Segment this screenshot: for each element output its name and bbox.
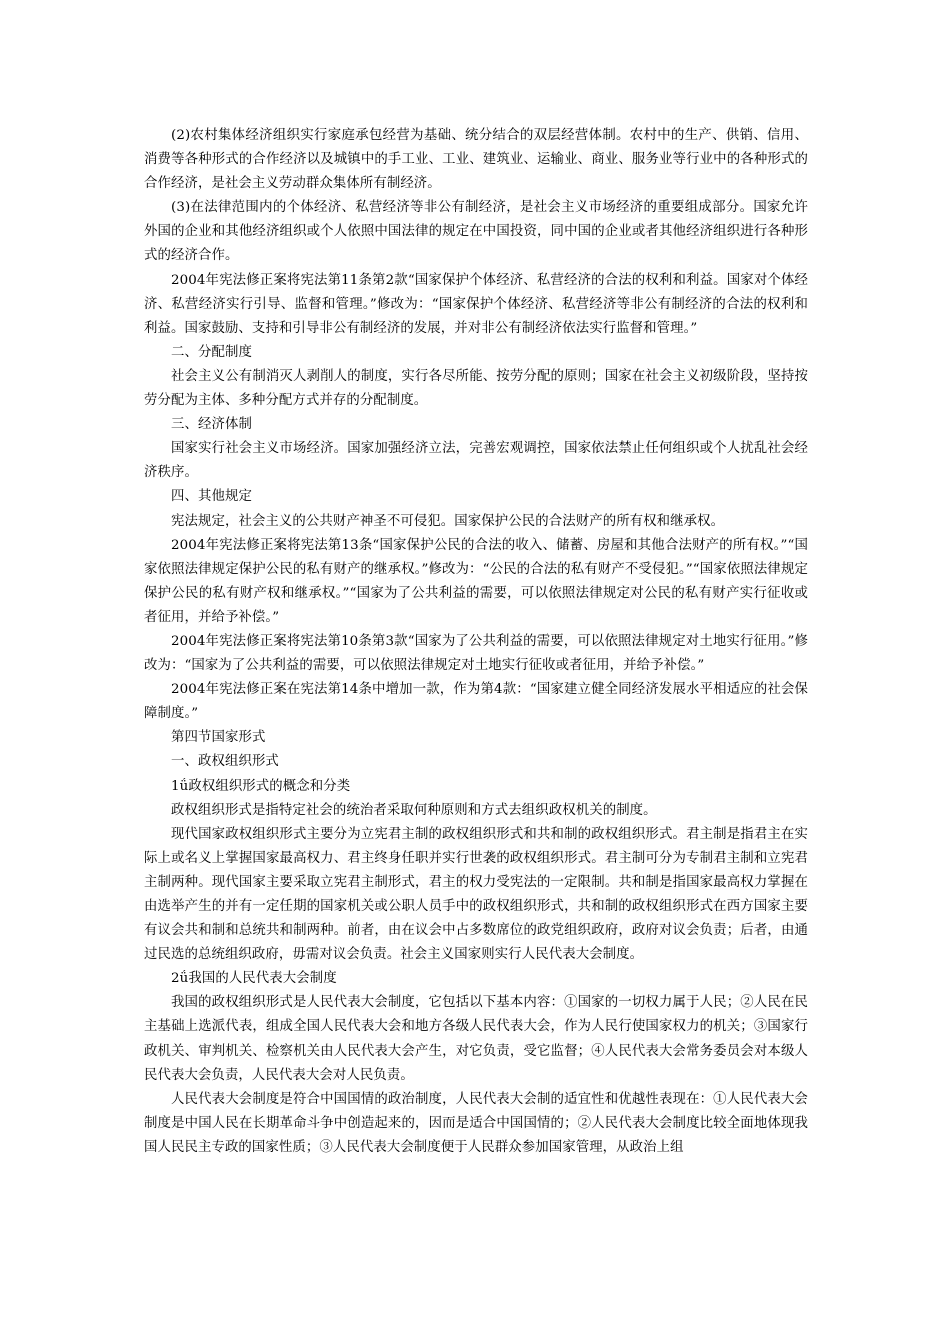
paragraph-public-property: 宪法规定，社会主义的公共财产神圣不可侵犯。国家保护公民的合法财产的所有权和继承权。 — [171, 513, 725, 529]
paragraph-amendment-article-14: 2004年宪法修正案在宪法第14条中增加一款，作为第4款：“国家建立健全同经济发展水平相适应的社会保障制度。” — [144, 682, 808, 722]
paragraph-rural-collective-economy: (2)农村集体经济组织实行家庭承包经营为基础、统分结合的双层经营体制。农村中的生产、供销、信用、消费等各种形式的合作经济以及城镇中的手工业、工业、建筑业、运输业、商业、服务业等行业中的各种形式的合作经济，是社会主义劳动群众集体所有制经济。 — [144, 128, 808, 192]
paragraph-amendment-article-10: 2004年宪法修正案将宪法第10条第3款“国家为了公共利益的需要，可以依照法律规定对土地实行征用。”修改为：“国家为了公共利益的需要，可以依照法律规定对土地实行征收或者征用，并给予补偿。” — [144, 633, 808, 674]
paragraph-amendment-article-13: 2004年宪法修正案将宪法第13条“国家保护公民的合法的收入、储蓄、房屋和其他合法财产的所有权。”“国家依照法律规定保护公民的私有财产的继承权。”修改为：“公民的合法的私有财产不受侵犯。”“国家依照法律规定保护公民的私有财产权和继承权。”“国家为了公共利益的需要，可以依照法律规定对公民的私有财产实行征收或者征用，并给予补偿。” — [144, 537, 808, 625]
paragraph-distribution-system: 社会主义公有制消灭人剥削人的制度，实行各尽所能、按劳分配的原则；国家在社会主义初级阶段，坚持按劳分配为主体、多种分配方式并存的分配制度。 — [144, 368, 808, 409]
paragraph-amendment-article-11: 2004年宪法修正案将宪法第11条第2款“国家保护个体经济、私营经济的合法的权利和利益。国家对个体经济、私营经济实行引导、监督和管理。”修改为：“国家保护个体经济、私营经济等非公有制经济的合法的权利和利益。国家鼓励、支持和引导非公有制经济的发展，并对非公有制经济依法实行监督和管理。” — [144, 272, 808, 336]
paragraph-monarchy-republic: 现代国家政权组织形式主要分为立宪君主制的政权组织形式和共和制的政权组织形式。君主制是指君主在实际上或名义上掌握国家最高权力、君主终身任职并实行世袭的政权组织形式。君主制可分为专制君主制和立宪君主制两种。现代国家主要采取立宪君主制形式，君主的权力受宪法的一定限制。共和制是指国家最高权力掌握在由选举产生的并有一定任期的国家机关或公职人员手中的政权组织形式，共和制的政权组织形式在西方国家主要有议会共和制和总统共和制两种。前者，由在议会中占多数席位的政党组织政府，政府对议会负责；后者，由通过民选的总统组织政府，毋需对议会负责。社会主义国家则实行人民代表大会制度。 — [144, 826, 808, 963]
heading-regime-organization: 一、政权组织形式 — [171, 754, 279, 770]
heading-economic-system: 三、经济体制 — [171, 417, 252, 433]
document-body — [144, 124, 808, 1160]
heading-peoples-congress: 2ǘ我国的人民代表大会制度 — [171, 971, 337, 987]
heading-distribution-system: 二、分配制度 — [171, 344, 252, 360]
paragraph-economic-system: 国家实行社会主义市场经济。国家加强经济立法，完善宏观调控，国家依法禁止任何组织或个人扰乱社会经济秩序。 — [144, 441, 808, 481]
paragraph-non-public-economy: (3)在法律范围内的个体经济、私营经济等非公有制经济，是社会主义市场经济的重要组成部分。国家允许外国的企业和其他经济组织或个人依照中国法律的规定在中国投资，同中国的企业或者其他经济组织进行各种形式的经济合作。 — [144, 200, 808, 264]
paragraph-peoples-congress-advantages: 人民代表大会制度是符合中国国情的政治制度，人民代表大会制的适宜性和优越性表现在：①人民代表大会制度是中国人民在长期革命斗争中创造起来的，因而是适合中国国情的；②人民代表大会制度比较全面地体现我国人民民主专政的国家性质；③人民代表大会制度便于人民群众参加国家管理，从政治上组 — [144, 1091, 808, 1155]
heading-other-provisions: 四、其他规定 — [171, 489, 252, 505]
heading-regime-concept: 1ǘ政权组织形式的概念和分类 — [171, 778, 351, 794]
heading-section-four: 第四节国家形式 — [171, 730, 266, 746]
paragraph-regime-definition: 政权组织形式是指特定社会的统治者采取何种原则和方式去组织政权机关的制度。 — [171, 802, 657, 818]
paragraph-peoples-congress-content: 我国的政权组织形式是人民代表大会制度，它包括以下基本内容：①国家的一切权力属于人民；②人民在民主基础上选派代表，组成全国人民代表大会和地方各级人民代表大会，作为人民行使国家权力的机关；③国家行政机关、审判机关、检察机关由人民代表大会产生，对它负责，受它监督；④人民代表大会常务委员会对本级人民代表大会负责，人民代表大会对人民负责。 — [144, 995, 808, 1083]
